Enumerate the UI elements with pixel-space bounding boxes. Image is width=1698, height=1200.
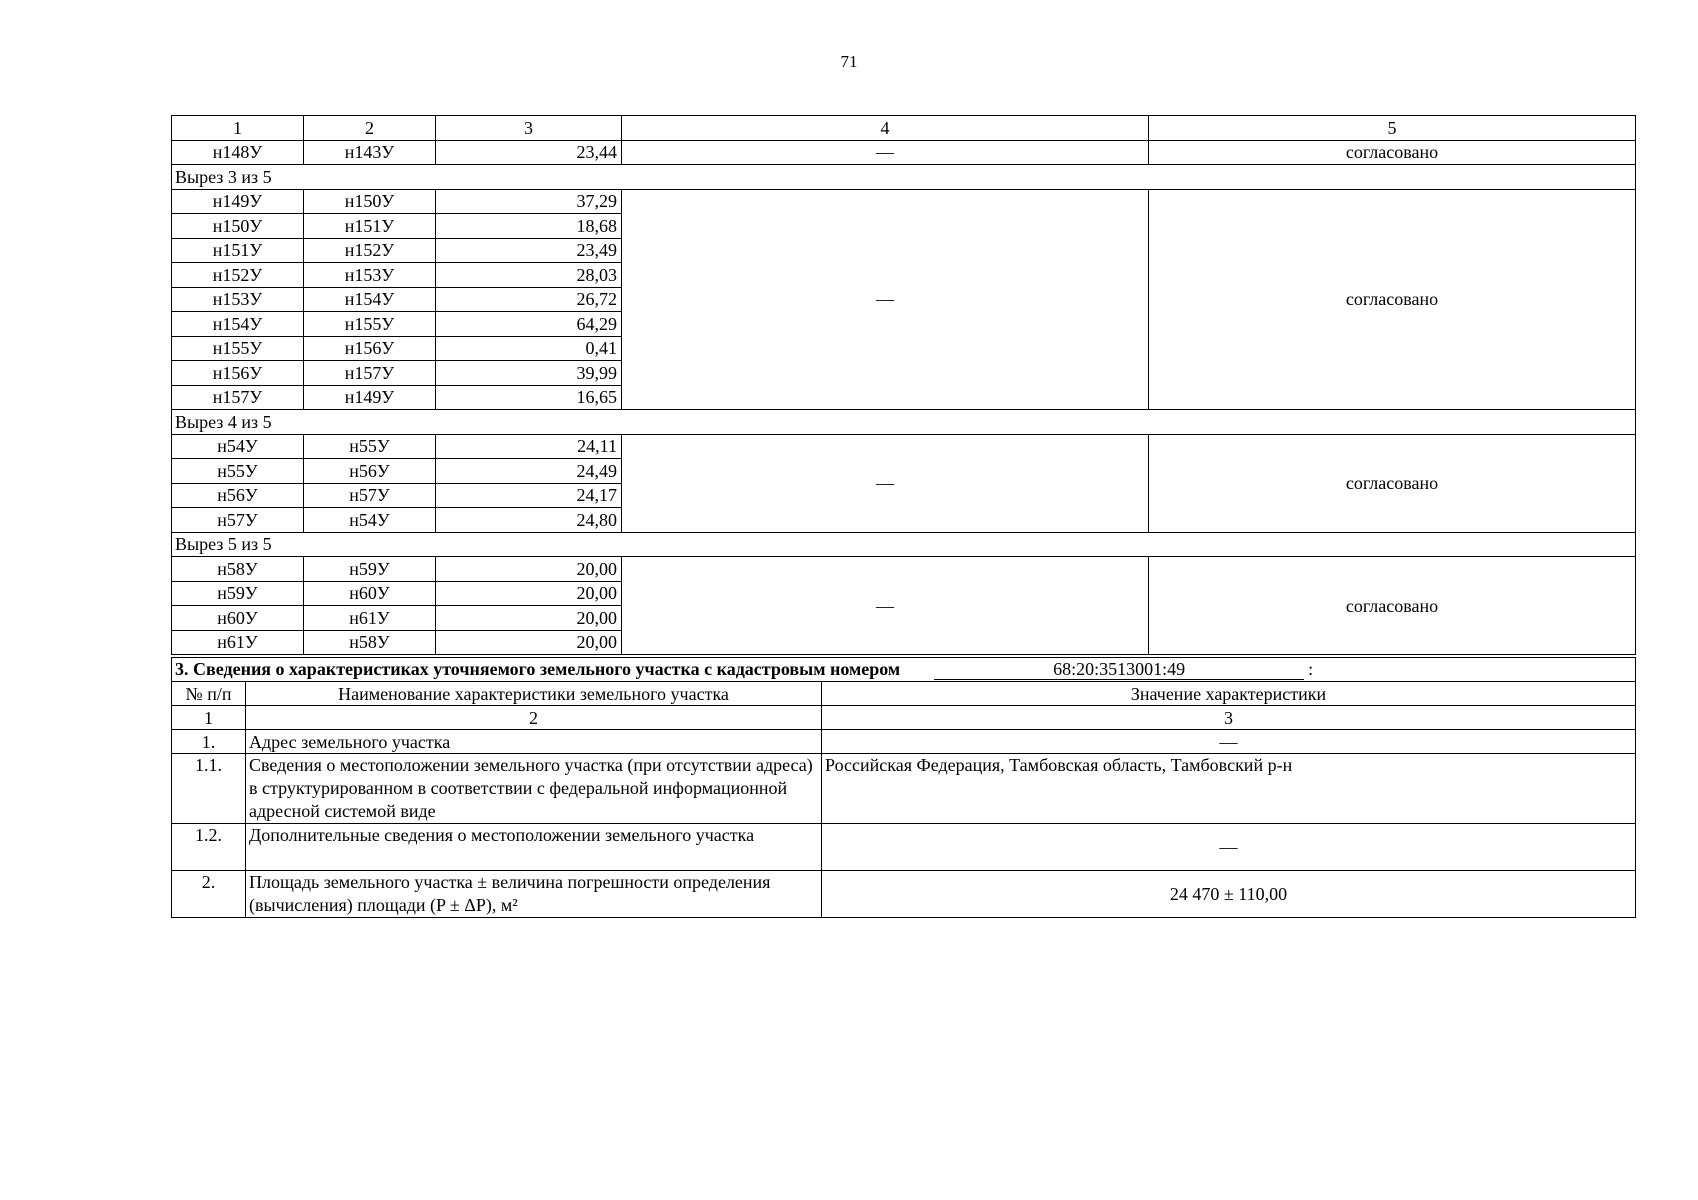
header-col-2: 2 (304, 116, 436, 141)
segment-to: н57У (304, 483, 436, 508)
section-title-cell (172, 658, 1636, 682)
row-value: Российская Федерация, Тамбовская область, Тамбовский р-н (822, 754, 1636, 824)
row-num: 2. (172, 871, 246, 918)
segment-length: 28,03 (436, 263, 622, 288)
header-col-1: 1 (172, 116, 304, 141)
segment-to: н152У (304, 238, 436, 263)
segment-length: 18,68 (436, 214, 622, 239)
row-num: 1.2. (172, 824, 246, 871)
page-number: 71 (840, 52, 858, 71)
segment-length: 24,49 (436, 459, 622, 484)
col-number-2: 2 (246, 706, 822, 730)
boundary-segments-table (171, 115, 1636, 655)
segment-to: н155У (304, 312, 436, 337)
segment-col4: — (622, 140, 1149, 165)
segment-from: н54У (172, 434, 304, 459)
segment-to: н143У (304, 140, 436, 165)
segment-length: 37,29 (436, 189, 622, 214)
segment-to: н157У (304, 361, 436, 386)
row-name: Сведения о местоположении земельного участка (при отсутствии адреса) в структурированном в соответствии с федеральной информационной адресной системой виде (246, 754, 822, 824)
segment-to: н156У (304, 336, 436, 361)
segment-length: 23,44 (436, 140, 622, 165)
segment-to: н59У (304, 557, 436, 582)
segment-from: н148У (172, 140, 304, 165)
header-col-4: 4 (622, 116, 1149, 141)
segment-to: н55У (304, 434, 436, 459)
row-num: 1. (172, 730, 246, 754)
col-number-3: 3 (822, 706, 1636, 730)
segment-col4: — (622, 189, 1149, 410)
segment-status: согласовано (1149, 557, 1636, 655)
segment-length: 20,00 (436, 581, 622, 606)
segment-from: н157У (172, 385, 304, 410)
cutout-title-row (172, 410, 1636, 435)
segment-length: 20,00 (436, 606, 622, 631)
segment-length: 0,41 (436, 336, 622, 361)
segment-length: 24,17 (436, 483, 622, 508)
chars-row (172, 824, 1636, 871)
chars-numbers-row (172, 706, 1636, 730)
title-colon: : (1308, 659, 1314, 679)
segment-length: 23,49 (436, 238, 622, 263)
row-name: Дополнительные сведения о местоположении земельного участка (246, 824, 822, 871)
segment-row (172, 557, 1636, 582)
cutout-title-row (172, 532, 1636, 557)
segment-to: н153У (304, 263, 436, 288)
segment-from: н58У (172, 557, 304, 582)
segment-length: 24,80 (436, 508, 622, 533)
cutout-title: Вырез 4 из 5 (172, 410, 1636, 435)
land-plot-characteristics-table (171, 657, 1636, 918)
section-title-row (172, 658, 1636, 682)
segment-length: 26,72 (436, 287, 622, 312)
segment-to: н60У (304, 581, 436, 606)
segment-col4: — (622, 557, 1149, 655)
row-value: — (822, 730, 1636, 754)
segment-from: н149У (172, 189, 304, 214)
col-number-1: 1 (172, 706, 246, 730)
segments-header-row (172, 116, 1636, 141)
segment-length: 20,00 (436, 557, 622, 582)
segment-to: н58У (304, 630, 436, 655)
row-name: Адрес земельного участка (246, 730, 822, 754)
segment-to: н151У (304, 214, 436, 239)
segment-to: н56У (304, 459, 436, 484)
header-value: Значение характеристики (822, 682, 1636, 706)
header-name: Наименование характеристики земельного участка (246, 682, 822, 706)
segment-row (172, 189, 1636, 214)
segment-from: н59У (172, 581, 304, 606)
segment-from: н61У (172, 630, 304, 655)
row-value: 24 470 ± 110,00 (822, 871, 1636, 918)
cutout-title-row (172, 165, 1636, 190)
header-col-5: 5 (1149, 116, 1636, 141)
segment-from: н152У (172, 263, 304, 288)
segment-to: н54У (304, 508, 436, 533)
cadastral-number: 68:20:3513001:49 (934, 659, 1304, 680)
cutout-title: Вырез 3 из 5 (172, 165, 1636, 190)
segment-from: н156У (172, 361, 304, 386)
segment-length: 20,00 (436, 630, 622, 655)
segment-from: н150У (172, 214, 304, 239)
section-title: 3. Сведения о характеристиках уточняемого земельного участка с кадастровым номером (175, 659, 901, 679)
chars-header-row (172, 682, 1636, 706)
segment-length: 24,11 (436, 434, 622, 459)
segment-row (172, 434, 1636, 459)
segment-length: 39,99 (436, 361, 622, 386)
segment-row (172, 140, 1636, 165)
segment-from: н155У (172, 336, 304, 361)
segment-to: н154У (304, 287, 436, 312)
segment-from: н56У (172, 483, 304, 508)
segment-to: н149У (304, 385, 436, 410)
row-value: — (822, 824, 1636, 871)
segment-status: согласовано (1149, 189, 1636, 410)
segment-to: н61У (304, 606, 436, 631)
segment-status: согласовано (1149, 140, 1636, 165)
chars-row (172, 754, 1636, 824)
segment-to: н150У (304, 189, 436, 214)
segment-from: н55У (172, 459, 304, 484)
segment-length: 16,65 (436, 385, 622, 410)
cutout-title: Вырез 5 из 5 (172, 532, 1636, 557)
segment-length: 64,29 (436, 312, 622, 337)
row-num: 1.1. (172, 754, 246, 824)
header-col-3: 3 (436, 116, 622, 141)
segment-col4: — (622, 434, 1149, 532)
row-name: Площадь земельного участка ± величина погрешности определения (вычисления) площади (P ± ΔP), м² (246, 871, 822, 918)
segment-from: н57У (172, 508, 304, 533)
segment-from: н60У (172, 606, 304, 631)
segment-from: н151У (172, 238, 304, 263)
segment-status: согласовано (1149, 434, 1636, 532)
segment-from: н154У (172, 312, 304, 337)
chars-row (172, 871, 1636, 918)
chars-row (172, 730, 1636, 754)
header-num: № п/п (172, 682, 246, 706)
segment-from: н153У (172, 287, 304, 312)
